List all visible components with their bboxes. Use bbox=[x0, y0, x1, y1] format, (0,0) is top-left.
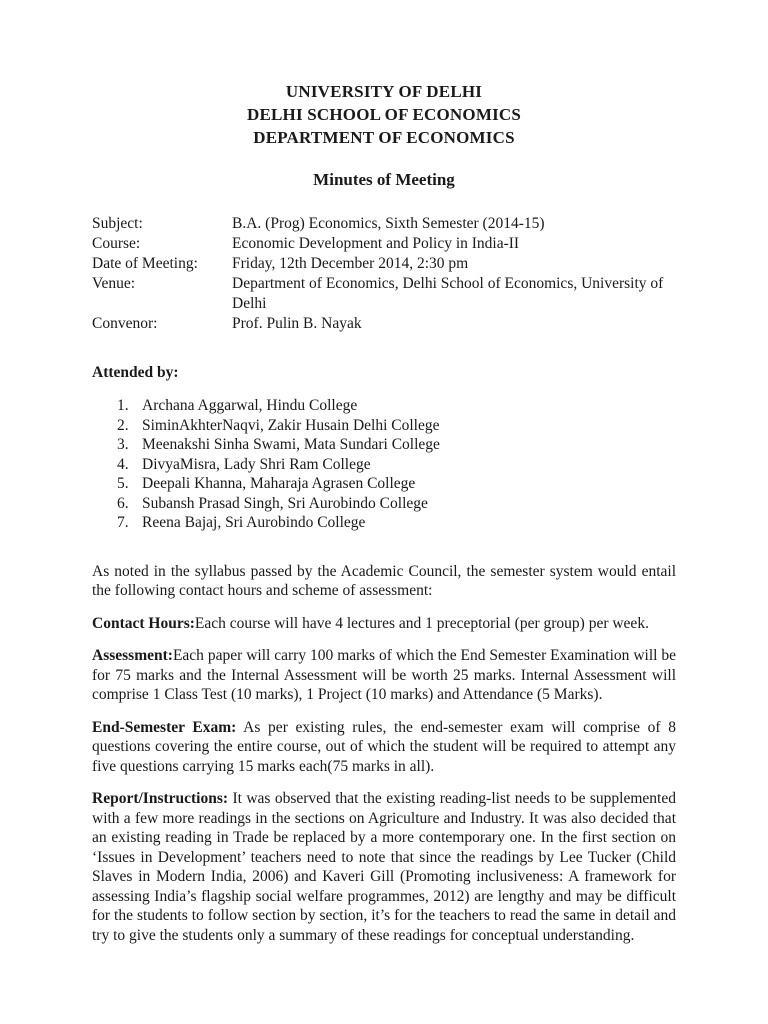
paragraph-label: End-Semester Exam: bbox=[92, 718, 237, 736]
list-item bbox=[92, 474, 676, 494]
paragraph-text: It was observed that the existing reading-list needs to be supplemented with a few more readings in the sections on Agriculture and Industry. It was also decided that an existing reading in Trade be replaced by a more contemporary one. In the first section on ‘Issues in Development’ teachers need to note that since the readings by Lee Tucker (Child Slaves in Modern India, 2006) and Kaveri Gill (Promoting inclusiveness: A framework for assessing India’s flagship social welfare programmes, 2012) are lengthy and may be difficult for the students to follow section by section, it’s for the teachers to read the same in detail and try to give the students only a summary of these readings for conceptual understanding. bbox=[92, 790, 676, 944]
list-item-number: 2. bbox=[117, 416, 129, 434]
meta-value: Prof. Pulin B. Nayak bbox=[232, 315, 362, 332]
list-item bbox=[92, 435, 676, 455]
document-body bbox=[92, 562, 676, 946]
meta-label: Course: bbox=[92, 235, 141, 252]
list-item-number: 4. bbox=[117, 455, 129, 473]
paragraph-end-semester-exam bbox=[92, 718, 676, 777]
meta-value: Department of Economics, Delhi School of Economics, University of Delhi bbox=[232, 275, 664, 312]
list-item-number: 3. bbox=[117, 436, 129, 453]
list-item bbox=[92, 455, 676, 475]
paragraph-label: Report/Instructions: bbox=[92, 790, 229, 807]
attendees-list bbox=[92, 396, 676, 533]
attendees-heading: Attended by: bbox=[92, 364, 179, 381]
header-line-school: DELHI SCHOOL OF ECONOMICS bbox=[246, 105, 522, 124]
paragraph-text: As noted in the syllabus passed by the Academic Council, the semester system would entail the following contact hours and scheme of assessment: bbox=[92, 562, 676, 599]
meta-value: B.A. (Prog) Economics, Sixth Semester (2014-15) bbox=[232, 215, 545, 232]
meta-label: Subject: bbox=[92, 215, 143, 232]
meta-label: Convenor: bbox=[92, 315, 158, 332]
meta-value: Friday, 12th December 2014, 2:30 pm bbox=[232, 255, 469, 272]
paragraph-label: Assessment: bbox=[92, 647, 173, 664]
list-item-number: 1. bbox=[117, 397, 129, 414]
meeting-meta bbox=[92, 214, 676, 334]
paragraph-text: Each course will have 4 lectures and 1 preceptorial (per group) per week. bbox=[194, 614, 649, 632]
list-item-name: Deepali Khanna, Maharaja Agrasen College bbox=[142, 475, 416, 492]
header-line-university: UNIVERSITY OF DELHI bbox=[285, 82, 483, 101]
list-item bbox=[92, 396, 676, 416]
paragraph-report-instructions bbox=[92, 789, 676, 945]
paragraph-intro bbox=[92, 562, 676, 601]
list-item-number: 6. bbox=[117, 494, 129, 512]
list-item-name: Archana Aggarwal, Hindu College bbox=[142, 397, 358, 414]
list-item-number: 7. bbox=[117, 514, 129, 531]
meta-row-subject bbox=[92, 214, 676, 234]
paragraph-text: Each paper will carry 100 marks of which the End Semester Examination will be for 75 marks and the Internal Assessment will be worth 25 marks. Internal Assessment will comprise 1 Class Test (10 marks), 1 Project (10 marks) and Attendance (5 Marks). bbox=[92, 647, 676, 703]
list-item-name: Reena Bajaj, Sri Aurobindo College bbox=[142, 514, 366, 531]
list-item bbox=[92, 513, 676, 533]
meta-row-date bbox=[92, 254, 676, 274]
header-line-department: DEPARTMENT OF ECONOMICS bbox=[253, 128, 515, 147]
list-item bbox=[92, 494, 676, 514]
meta-value: Economic Development and Policy in India-II bbox=[232, 235, 520, 252]
list-item-name: Subansh Prasad Singh, Sri Aurobindo College bbox=[142, 494, 428, 512]
meta-label: Date of Meeting: bbox=[92, 255, 198, 272]
meta-row-convenor bbox=[92, 314, 676, 334]
paragraph-label: Contact Hours: bbox=[92, 614, 195, 632]
meta-label: Venue: bbox=[92, 275, 136, 292]
meta-row-venue bbox=[92, 274, 676, 314]
list-item-number: 5. bbox=[117, 475, 129, 492]
paragraph-text: As per existing rules, the end-semester exam will comprise of 8 questions covering the entire course, out of which the student will be required to attempt any five questions carrying 15 marks each(75 marks in all). bbox=[92, 718, 676, 775]
list-item-name: DivyaMisra, Lady Shri Ram College bbox=[142, 455, 371, 473]
list-item-name: SiminAkhterNaqvi, Zakir Husain Delhi College bbox=[142, 416, 440, 434]
paragraph-contact-hours bbox=[92, 614, 676, 634]
list-item bbox=[92, 416, 676, 436]
list-item-name: Meenakshi Sinha Swami, Mata Sundari College bbox=[142, 436, 440, 453]
paragraph-assessment bbox=[92, 646, 676, 705]
document-header bbox=[92, 80, 676, 149]
page-title: Minutes of Meeting bbox=[313, 170, 455, 189]
meta-row-course bbox=[92, 234, 676, 254]
